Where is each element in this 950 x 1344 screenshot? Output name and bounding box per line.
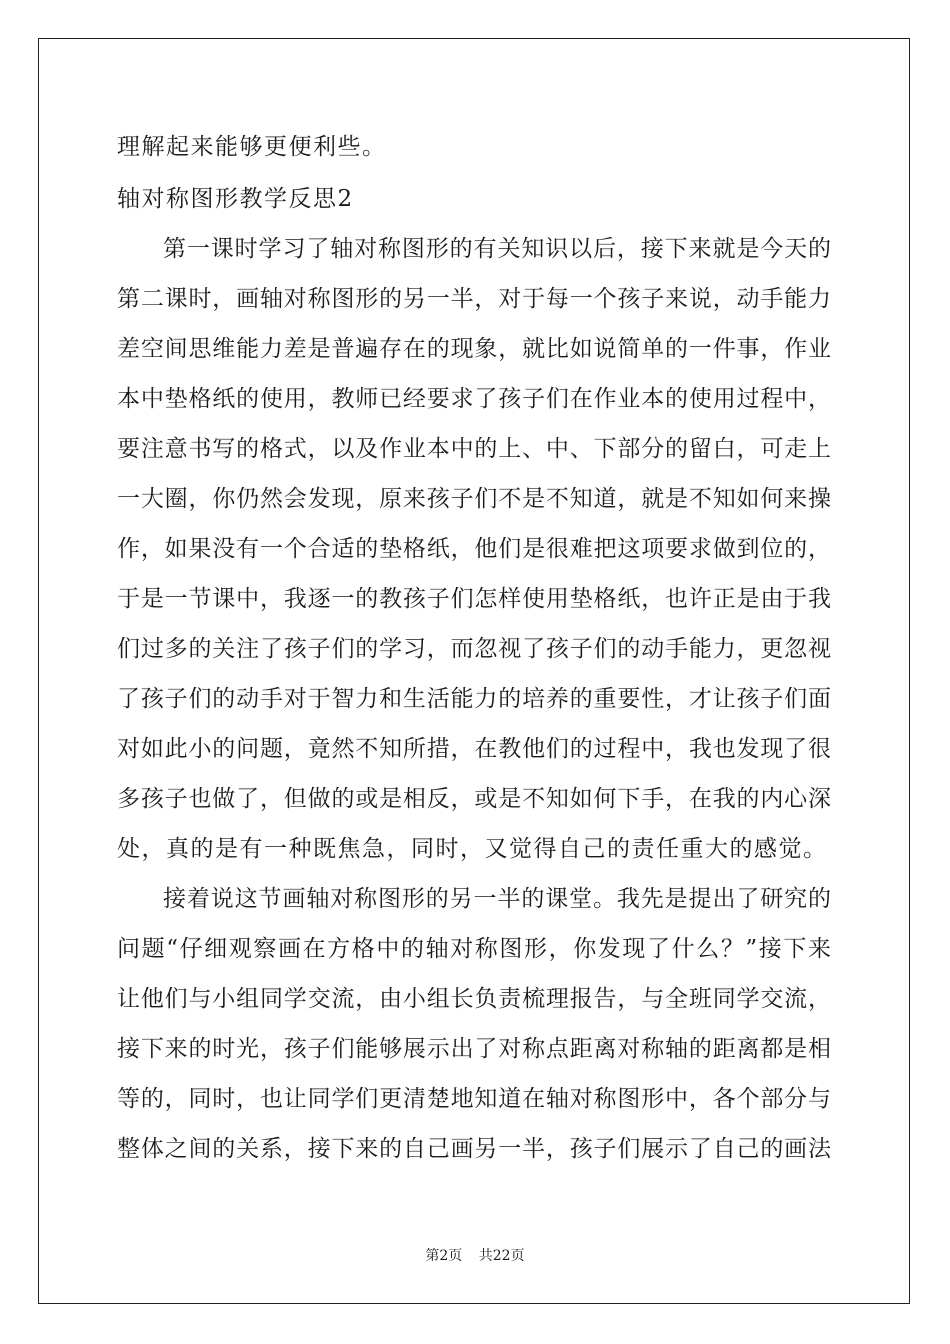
text-line: 第二课时，画轴对称图形的另一半，对于每一个孩子来说，动手能力 bbox=[117, 286, 831, 312]
text-line: 等的，同时，也让同学们更清楚地知道在轴对称图形中，各个部分与 bbox=[117, 1086, 831, 1112]
section-heading: 轴对称图形教学反思2 bbox=[117, 186, 354, 212]
text-line: 们过多的关注了孩子们的学习，而忽视了孩子们的动手能力，更忽视 bbox=[117, 636, 831, 662]
text-line: 整体之间的关系，接下来的自己画另一半，孩子们展示了自己的画法 bbox=[117, 1136, 831, 1162]
page-border bbox=[38, 38, 910, 1304]
text-line: 接下来的时光，孩子们能够展示出了对称点距离对称轴的距离都是相 bbox=[117, 1036, 831, 1062]
text-line: 多孩子也做了，但做的或是相反，或是不知如何下手，在我的内心深 bbox=[117, 786, 831, 812]
text-line: 问题“仔细观察画在方格中的轴对称图形，你发现了什么？”接下来 bbox=[117, 936, 831, 962]
total-pages: 共22页 bbox=[478, 1248, 525, 1264]
text-line: 让他们与小组同学交流，由小组长负责梳理报告，与全班同学交流， bbox=[117, 986, 831, 1012]
text-line: 对如此小的问题，竟然不知所措，在教他们的过程中，我也发现了很 bbox=[117, 736, 831, 762]
paragraph-first-line: 接着说这节画轴对称图形的另一半的课堂。我先是提出了研究的 bbox=[163, 886, 831, 912]
text-line: 差空间思维能力差是普遍存在的现象，就比如说简单的一件事，作业 bbox=[117, 336, 831, 362]
text-line: 了孩子们的动手对于智力和生活能力的培养的重要性，才让孩子们面 bbox=[117, 686, 831, 712]
paragraph-last-line: 处，真的是有一种既焦急，同时，又觉得自己的责任重大的感觉。 bbox=[117, 836, 828, 862]
page-number: 第2页 bbox=[425, 1248, 463, 1264]
text-line: 一大圈，你仍然会发现，原来孩子们不是不知道，就是不知如何来操 bbox=[117, 486, 831, 512]
text-line: 本中垫格纸的使用，教师已经要求了孩子们在作业本的使用过程中， bbox=[117, 386, 831, 412]
paragraph-first-line: 第一课时学习了轴对称图形的有关知识以后，接下来就是今天的 bbox=[163, 236, 831, 262]
text-line: 要注意书写的格式，以及作业本中的上、中、下部分的留白，可走上 bbox=[117, 436, 831, 462]
text-line: 作，如果没有一个合适的垫格纸，他们是很难把这项要求做到位的， bbox=[117, 536, 831, 562]
text-line: 于是一节课中，我逐一的教孩子们怎样使用垫格纸，也许正是由于我 bbox=[117, 586, 831, 612]
text-line: 理解起来能够更便利些。 bbox=[117, 134, 387, 160]
page-footer bbox=[0, 1247, 950, 1265]
